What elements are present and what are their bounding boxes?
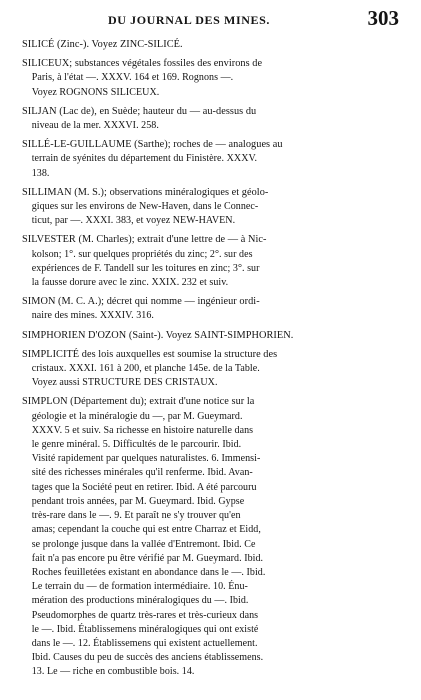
- entry-first-line: SIMPLICITÉ des lois auxquelles est soumise la structure des: [22, 348, 278, 360]
- entry-continuation-line: 13. Le — riche en combustible bois. 14.: [31, 666, 195, 678]
- entry-continuation-line: niveau de la mer. XXXVI. 258.: [31, 120, 159, 132]
- page-header: [22, 4, 399, 32]
- entry-continuation-line: tages que la Société peut en retirer. Ibid. A été parcouru: [31, 481, 257, 493]
- page-number: 303: [367, 6, 399, 30]
- entry-continuation-line: Pseudomorphes de quartz très-rares et très-curieux dans: [31, 609, 259, 621]
- entry-first-line: SIMPLON (Département du); extrait d'une notice sur la: [22, 396, 255, 408]
- entry-first-line: SILJAN (Lac de), en Suède; hauteur du — au-dessus du: [22, 105, 257, 117]
- entry-continuation-line: fait n'a pas encore pu être vérifié par M. Gueymard. Ibid.: [31, 552, 264, 564]
- entry-continuation-line: Voyez aussi STRUCTURE DES CRISTAUX.: [31, 377, 218, 389]
- entry-continuation-line: Roches feuilletées existant en abondance dans le —. Ibid.: [31, 566, 266, 578]
- entry-continuation-line: Voyez ROGNONS SILICEUX.: [31, 86, 160, 98]
- entry-continuation-line: le genre minéral. 5. Difficultés de le parcourir. Ibid.: [31, 439, 242, 451]
- index-entry: [22, 186, 399, 229]
- entry-first-line: SILICEUX; substances végétales fossiles des environs de: [22, 58, 263, 70]
- entry-continuation-line: giques sur les environs de New-Haven, dans le Connec-: [31, 201, 259, 213]
- entry-first-line: SIMPHORIEN D'OZON (Saint-). Voyez SAINT-SIMPHORIEN.: [22, 329, 294, 341]
- entry-continuation-line: expériences de F. Tandell sur les toitures en zinc; 3°. sur: [31, 262, 260, 274]
- entry-continuation-line: Le terrain du — de formation intermédiaire. 10. Énu-: [31, 581, 248, 593]
- entry-continuation-line: pendant trois années, par M. Gueymard. Ibid. Gypse: [31, 495, 245, 507]
- entry-continuation-line: dans le —. 12. Établissemens qui existent actuellement.: [31, 637, 258, 649]
- entry-continuation-line: XXXV. 5 et suiv. Sa richesse en histoire naturelle dans: [31, 424, 254, 436]
- index-entry: [22, 138, 399, 181]
- index-entry: [22, 348, 399, 391]
- entry-continuation-line: kolson; 1°. sur quelques propriétés du zinc; 2°. sur des: [31, 248, 253, 260]
- entry-continuation-line: 138.: [31, 167, 50, 179]
- entry-continuation-line: géologie et la minéralogie du —, par M. Gueymard.: [31, 410, 243, 422]
- entry-first-line: SILLIMAN (M. S.); observations minéralogiques et géolo-: [22, 186, 269, 198]
- entry-first-line: SILVESTER (M. Charles); extrait d'une lettre de — à Nic-: [22, 234, 267, 246]
- running-title: DU JOURNAL DES MINES.: [108, 13, 270, 27]
- index-entries: [22, 38, 399, 685]
- entry-continuation-line: le —. Ibid. Établissemens minéralogiques qui ont existé: [31, 623, 259, 635]
- index-entry: [22, 395, 399, 679]
- entry-continuation-line: Paris, à l'état —. XXXV. 164 et 169. Rognons —.: [31, 72, 234, 84]
- entry-first-line: SIMON (M. C. A.); décret qui nomme — ingénieur ordi-: [22, 296, 260, 308]
- entry-continuation-line: Visité rapidement par quelques naturalistes. 6. Immensi-: [31, 453, 261, 465]
- index-entry: [22, 57, 399, 100]
- entry-continuation-line: Ibid. Causes du peu de succès des anciens établissemens.: [31, 652, 264, 664]
- entry-continuation-line: amas; cependant la couche qui est entre Charraz et Eidd,: [31, 524, 261, 536]
- index-entry: [22, 233, 399, 290]
- index-entry: [22, 38, 399, 52]
- index-entry: [22, 105, 399, 133]
- index-entry: [22, 329, 399, 343]
- entry-first-line: SILICÉ (Zinc-). Voyez ZINC-SILICÉ.: [22, 39, 183, 50]
- entry-continuation-line: sité des richesses minérales qu'il renferme. Ibid. Avan-: [31, 467, 253, 479]
- entry-continuation-line: ticut, par —. XXXI. 383, et voyez NEW-HAVEN.: [31, 215, 236, 227]
- entry-continuation-line: très-rare dans le —. 9. Et paraît ne s'y trouver qu'en: [31, 510, 241, 522]
- entry-continuation-line: terrain de syénites du département du Finistère. XXXV.: [31, 153, 258, 165]
- entry-first-line: SILLÉ-LE-GUILLAUME (Sarthe); roches de — analogues au: [22, 139, 283, 151]
- index-entry: [22, 295, 399, 323]
- entry-continuation-line: naire des mines. XXXIV. 316.: [31, 310, 154, 322]
- entry-continuation-line: cristaux. XXXI. 161 à 200, et planche 145e. de la Table.: [31, 363, 260, 375]
- entry-continuation-line: la fausse dorure avec le zinc. XXIX. 232 et suiv.: [31, 277, 229, 289]
- entry-continuation-line: mération des productions minéralogiques du —. Ibid.: [31, 595, 249, 607]
- entry-continuation-line: se prolonge jusque dans la vallée d'Entremont. Ibid. Ce: [31, 538, 256, 550]
